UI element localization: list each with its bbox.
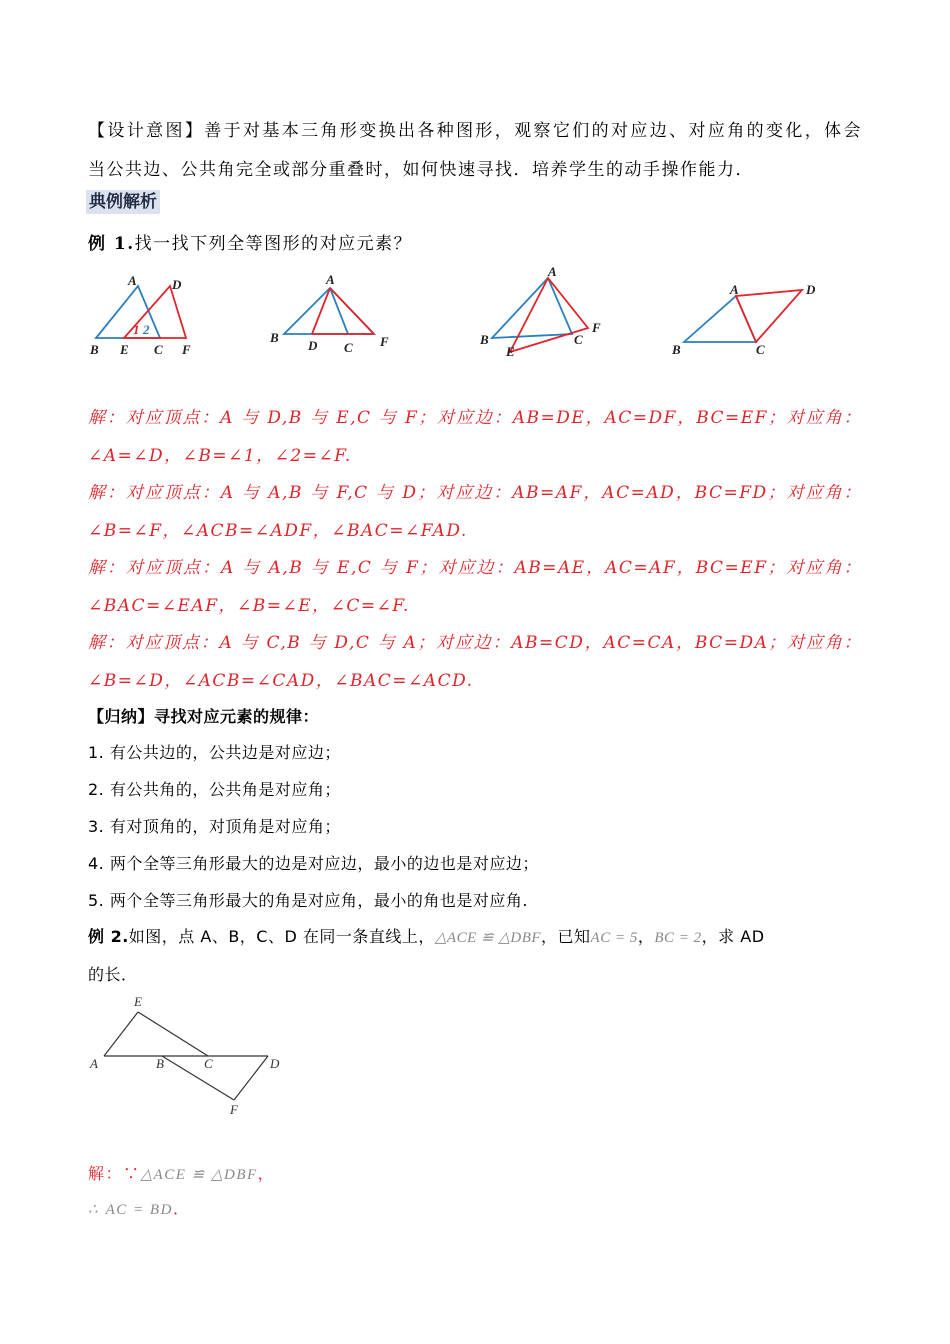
diagram-label-a: A	[90, 1056, 98, 1071]
fig3-label-a: A	[548, 264, 557, 279]
fig3-label-e: E	[506, 344, 515, 359]
example-2-label: 例 2.	[88, 927, 129, 946]
fig1-label-c: C	[154, 342, 163, 357]
fig1-label-d: D	[172, 277, 182, 292]
diagram-label-b: B	[156, 1056, 164, 1071]
example-1-question	[88, 229, 862, 254]
summary-item-5: 5. 两个全等三角形最大的角是对应角，最小的角也是对应角.	[88, 891, 528, 910]
diagram-label-e: E	[134, 994, 142, 1009]
diagram-line-ec	[138, 1012, 208, 1056]
solution-1-line-1: 解：对应顶点：A 与 D,B 与 E,C 与 F；对应边：AB=DE，AC=DF，BC=EF；对应角：	[88, 408, 862, 428]
example-2-question	[88, 924, 862, 947]
fig3-label-b: B	[480, 332, 489, 347]
fig2-label-d: D	[308, 338, 318, 353]
example-2-period: ．	[172, 1199, 191, 1218]
example-2-formula-congruent: △ACE ≌ △DBF	[434, 930, 542, 946]
figure-1	[86, 272, 206, 364]
example-2-comma: ，	[637, 927, 655, 946]
example-2-therefore-formula: AC = BD	[105, 1202, 173, 1218]
fig4-label-b: B	[672, 342, 681, 357]
design-intent-line-2: 当公共边、公共角完全或部分重叠时，如何快速寻找．培养学生的动手操作能力．	[88, 160, 754, 180]
summary-item-1: 1. 有公共边的，公共边是对应边；	[88, 743, 341, 762]
example-2-text-c: ，求 AD	[701, 927, 765, 946]
example-2-solution-line-2	[88, 1196, 862, 1219]
summary-item-2: 2. 有公共角的，公共角是对应角；	[88, 780, 341, 799]
solution-2-line-1: 解：对应顶点：A 与 A,B 与 F,C 与 D；对应边：AB=AF，AC=AD，BC=FD；对应角：	[88, 483, 862, 503]
fig3-label-c: C	[574, 332, 583, 347]
summary-item-4: 4. 两个全等三角形最大的边是对应边，最小的边也是对应边；	[88, 854, 539, 873]
example-2-text-b: ，已知	[541, 927, 591, 946]
fig1-angle-2: 2	[143, 322, 150, 337]
summary-title: 【归纳】寻找对应元素的规律：	[88, 707, 320, 726]
fig4-label-d: D	[806, 282, 816, 297]
fig4-label-c: C	[756, 342, 765, 357]
diagram-label-f: F	[230, 1102, 238, 1117]
example-2-solution-line-1	[88, 1161, 862, 1184]
example-2-formula-ac: AC = 5	[590, 930, 638, 946]
fig1-triangle-abc	[96, 286, 160, 338]
fig1-label-b: B	[90, 342, 99, 357]
fig2-label-b: B	[270, 330, 279, 345]
fig4-label-a: A	[730, 282, 739, 297]
example-2-formula-bc: BC = 2	[654, 930, 702, 946]
fig2-line-af	[330, 288, 374, 334]
example-2-line-2: 的长．	[88, 965, 138, 984]
example-2-therefore-symbol: ∴	[88, 1202, 100, 1218]
solution-1-line-2: ∠A=∠D，∠B=∠1，∠2=∠F.	[88, 446, 352, 466]
diagram-line-bf	[162, 1056, 234, 1100]
figure-3	[476, 262, 616, 362]
solution-4-line-1: 解：对应顶点：A 与 C,B 与 D,C 与 A；对应边：AB=CD，AC=CA，BC=DA；对应角：	[88, 633, 862, 653]
example-2-solution-suffix: ，	[257, 1164, 276, 1183]
fig2-triangle-outer	[284, 288, 374, 334]
fig1-label-e: E	[120, 342, 129, 357]
fig2-line-ad	[312, 288, 330, 334]
section-title: 典例解析	[86, 190, 160, 214]
fig1-label-f: F	[182, 342, 191, 357]
example-2-solution-prefix: 解：∵	[88, 1164, 141, 1183]
solution-2-line-2: ∠B=∠F，∠ACB=∠ADF，∠BAC=∠FAD.	[88, 521, 468, 541]
figure-2	[266, 268, 396, 360]
fig2-line-ac	[330, 288, 348, 334]
fig4-triangle-acd	[736, 290, 802, 342]
solution-3-line-1: 解：对应顶点：A 与 A,B 与 E,C 与 F；对应边：AB=AE，AC=AF，BC=EF；对应角：	[88, 558, 862, 578]
example-2-diagram	[86, 994, 286, 1120]
diagram-label-d: D	[270, 1056, 280, 1071]
example-1-label: 例 1.	[88, 234, 135, 254]
diagram-line-fd	[234, 1056, 268, 1100]
diagram-line-ae	[104, 1012, 138, 1056]
diagram-label-c: C	[204, 1056, 213, 1071]
figure-4	[666, 276, 826, 360]
design-intent-line-1: 【设计意图】善于对基本三角形变换出各种图形，观察它们的对应边、对应角的变化，体会	[88, 121, 862, 141]
fig2-label-a: A	[326, 272, 335, 287]
example-2-solution-formula: △ACE ≌ △DBF	[140, 1167, 258, 1183]
solution-4-line-2: ∠B=∠D，∠ACB=∠CAD，∠BAC=∠ACD.	[88, 671, 474, 691]
fig3-label-f: F	[592, 320, 601, 335]
example-1-text: 找一找下列全等图形的对应元素？	[134, 234, 413, 254]
fig2-label-f: F	[380, 334, 389, 349]
example-2-text-a: 如图，点 A、B，C、D 在同一条直线上，	[128, 927, 435, 946]
fig2-label-c: C	[344, 340, 353, 355]
solution-3-line-2: ∠BAC=∠EAF，∠B=∠E，∠C=∠F.	[88, 596, 410, 616]
summary-item-3: 3. 有对顶角的，对顶角是对应角；	[88, 817, 341, 836]
fig1-angle-1: 1	[133, 322, 140, 337]
fig1-label-a: A	[128, 273, 137, 288]
